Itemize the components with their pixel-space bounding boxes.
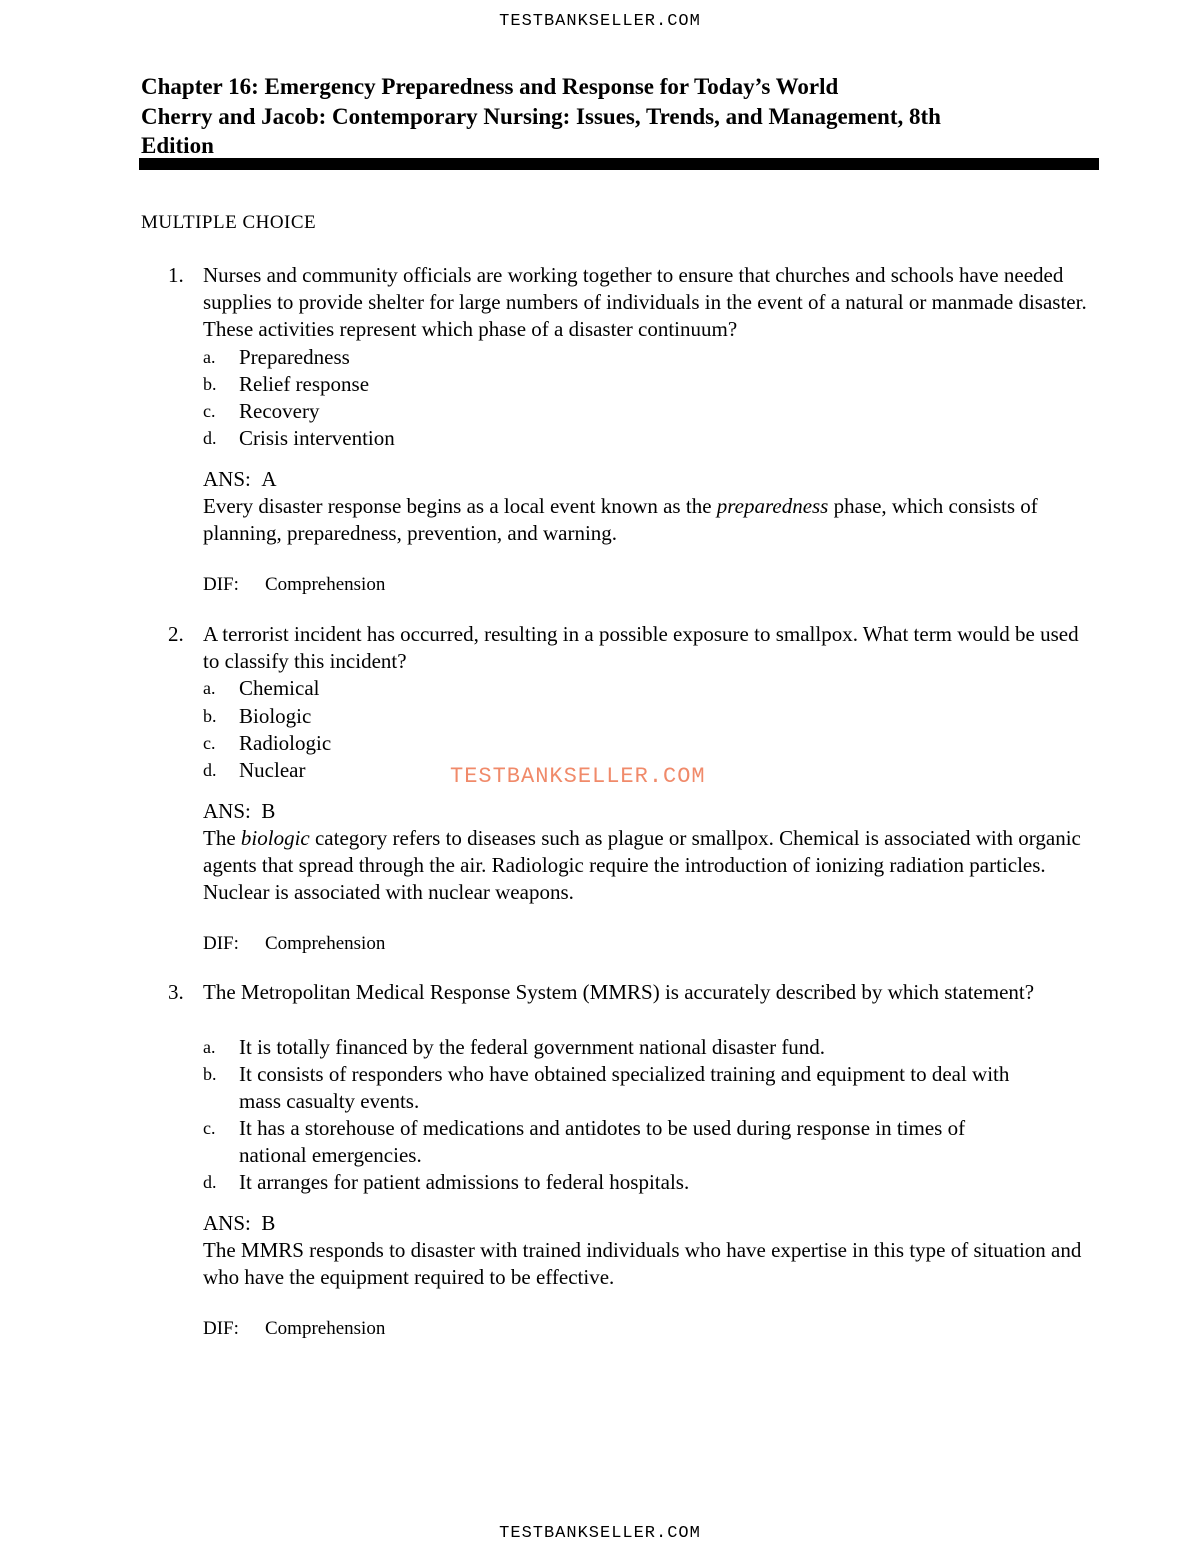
difficulty-value: Comprehension: [265, 1318, 386, 1339]
rationale-emphasis: biologic: [240, 826, 310, 850]
book-edition: Edition: [141, 133, 214, 158]
watermark-top: TESTBANKSELLER.COM: [499, 12, 701, 31]
question-text: The Metropolitan Medical Response System (MMRS) is accurately described by which statement?: [203, 980, 1035, 1004]
option-text: It has a storehouse of medications and antidotes to be used during response in times of national emergencies.: [239, 1116, 966, 1167]
option-letter: a.: [203, 678, 216, 698]
option-text: Crisis intervention: [239, 426, 395, 450]
option-letter: a.: [203, 1037, 216, 1057]
header-rule: [139, 158, 1099, 170]
difficulty-value: Comprehension: [265, 933, 386, 954]
difficulty-label: DIF:: [203, 933, 239, 954]
rationale-text: The: [203, 826, 241, 850]
option-text: Chemical: [239, 676, 320, 700]
answer-label: ANS:: [203, 1211, 251, 1235]
question-number: 3.: [168, 980, 184, 1004]
difficulty-line: [203, 571, 386, 598]
answer-value: B: [261, 799, 276, 823]
chapter-title: Chapter 16: Emergency Preparedness and Response for Today’s World: [141, 74, 839, 99]
book-title: Cherry and Jacob: Contemporary Nursing: Issues, Trends, and Management, 8th: [141, 104, 941, 129]
option-letter: b.: [203, 706, 217, 726]
rationale-text: Every disaster response begins as a local event known as the: [203, 494, 717, 518]
question-number: 2.: [168, 622, 184, 646]
option-letter: c.: [203, 401, 216, 421]
option-letter: a.: [203, 347, 216, 367]
difficulty-line: [203, 930, 386, 957]
watermark-bottom: TESTBANKSELLER.COM: [499, 1524, 701, 1543]
difficulty-value: Comprehension: [265, 574, 386, 595]
option-text: Recovery: [239, 399, 320, 423]
watermark-middle: TESTBANKSELLER.COM: [450, 764, 706, 789]
option-text: Radiologic: [239, 731, 332, 755]
option-text: It consists of responders who have obtained specialized training and equipment to deal with mass casualty events.: [239, 1062, 1010, 1113]
rationale-text: The MMRS responds to disaster with trained individuals who have expertise in this type of situation and who have the equipment required to be effective.: [203, 1238, 1082, 1289]
option-letter: b.: [203, 374, 217, 394]
question-text: Nurses and community officials are working together to ensure that churches and schools have needed supplies to provide shelter for large numbers of individuals in the event of a natural or manmade disaster. These activities represent which phase of a disaster continuum?: [203, 263, 1087, 341]
difficulty-label: DIF:: [203, 1318, 239, 1339]
question-number: 1.: [168, 263, 184, 287]
option-letter: c.: [203, 733, 216, 753]
rationale: [203, 493, 1098, 547]
option-letter: b.: [203, 1064, 217, 1084]
rationale-text: category refers to diseases such as plague or smallpox. Chemical is associated with organic agents that spread through the air. Radiologic require the introduction of ionizing radiation particles. Nuclear is associated with nuclear weapons.: [203, 826, 1081, 904]
option-text: It arranges for patient admissions to federal hospitals.: [239, 1170, 690, 1194]
answer-label: ANS:: [203, 467, 251, 491]
answer-line: [203, 798, 275, 825]
answer-value: A: [261, 467, 277, 491]
rationale-text: phase, which consists of planning, preparedness, prevention, and warning.: [203, 494, 1038, 545]
option-letter: d.: [203, 428, 217, 448]
option-text: Biologic: [239, 704, 312, 728]
option-text: Nuclear: [239, 758, 306, 782]
option-letter: c.: [203, 1118, 216, 1138]
option-letter: d.: [203, 1172, 217, 1192]
difficulty-label: DIF:: [203, 574, 239, 595]
answer-line: [203, 466, 277, 493]
question-text: A terrorist incident has occurred, resulting in a possible exposure to smallpox. What term would be used to classify this incident?: [203, 622, 1079, 673]
rationale: [203, 825, 1098, 906]
answer-line: [203, 1210, 275, 1237]
answer-label: ANS:: [203, 799, 251, 823]
option-text: Relief response: [239, 372, 370, 396]
option-text: It is totally financed by the federal government national disaster fund.: [239, 1035, 826, 1059]
rationale: [203, 1237, 1083, 1291]
rationale-emphasis: preparedness: [716, 494, 829, 518]
option-letter: d.: [203, 760, 217, 780]
answer-value: B: [261, 1211, 276, 1235]
option-text: Preparedness: [239, 345, 350, 369]
difficulty-line: [203, 1315, 386, 1342]
section-title: MULTIPLE CHOICE: [141, 212, 317, 233]
